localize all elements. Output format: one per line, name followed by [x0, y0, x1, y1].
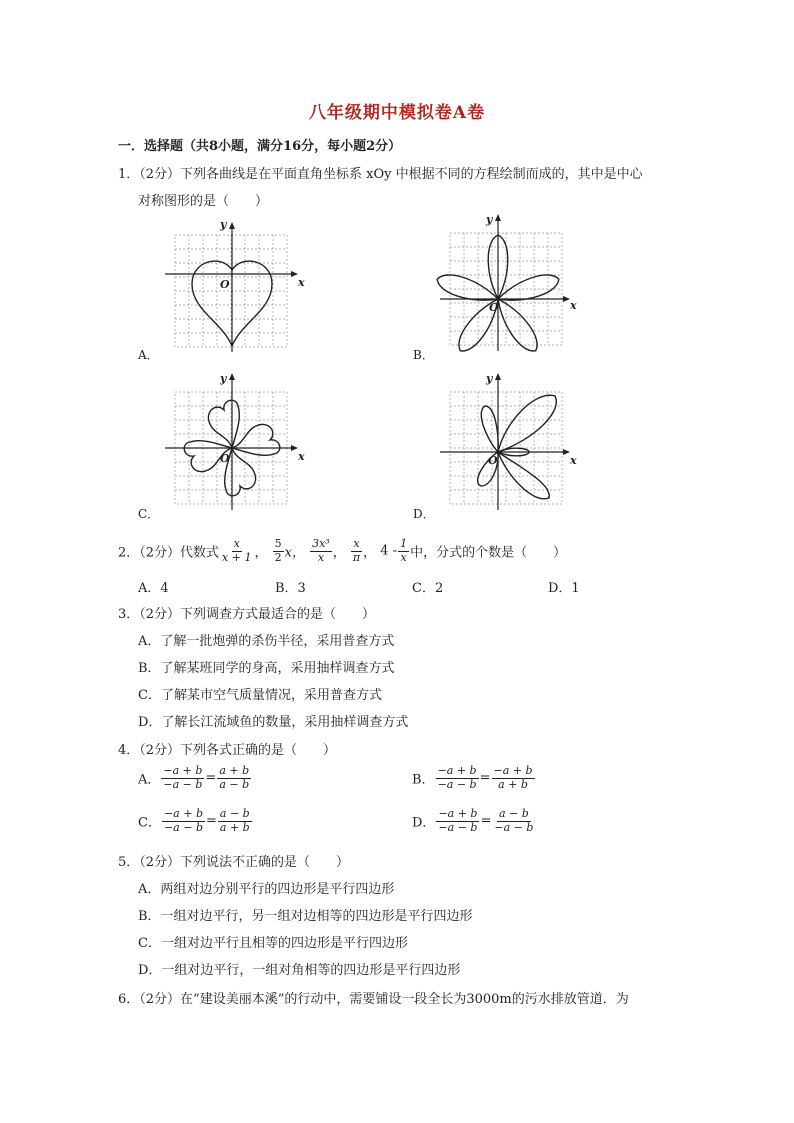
q5-option-d[interactable]: D．一组对边平行，一组对角相等的四边形是平行四边形 [138, 963, 461, 978]
q2-prefix: 2．（2分）代数式 [118, 545, 220, 561]
q2-option-b[interactable]: B．3 [275, 581, 306, 596]
graph-a-heart [170, 218, 310, 352]
page-title: 八年级期中模拟卷A卷 [308, 103, 486, 123]
graph-b-flower [445, 213, 580, 353]
q3-option-b[interactable]: B．了解某班同学的身高，采用抽样调查方式 [138, 661, 395, 676]
q2-expr-5: $\frac{1}{x}$ [400, 537, 408, 564]
q2-expr-2: $\frac{5}{2}$ [274, 537, 282, 564]
q3-option-c[interactable]: C．了解某市空气质量情况，采用普查方式 [138, 688, 382, 703]
q1-stem-line1: 1．（2分）下列各曲线是在平面直角坐标系 xOy 中根据不同的方程绘制而成的，其中是中心 [118, 167, 643, 182]
graph-c-origin-label: O [220, 452, 230, 465]
q2-expr-4: $\frac{x}{\pi}$ [352, 537, 361, 564]
section-heading: 一．选择题（共8小题，满分16分，每小题2分） [118, 139, 402, 154]
graph-d-petals [445, 372, 580, 512]
q4-option-c[interactable]: C． $\frac{-a + b}{-a - b}$ = $\frac{a - b}{a + b}$ [138, 807, 250, 834]
q3-option-a[interactable]: A．了解一批炮弹的杀伤半径，采用普查方式 [138, 634, 395, 649]
graph-a-label: A． [138, 348, 159, 362]
graph-d-y-label: y [486, 372, 493, 385]
graph-d-x-label: x [570, 454, 577, 467]
graph-c-y-label: y [220, 372, 227, 385]
graph-c-x-label: x [298, 450, 305, 463]
q5-option-b[interactable]: B．一组对边平行，另一组对边相等的四边形是平行四边形 [138, 909, 473, 924]
q2-option-c[interactable]: C．2 [412, 581, 444, 596]
q4-option-b[interactable]: B． $\frac{-a + b}{-a - b}$ = $\frac{-a + b}{a + b}$ [412, 764, 533, 791]
graph-a-y-label: y [220, 218, 227, 231]
graph-b-grid [450, 233, 562, 345]
q4-option-d[interactable]: D． $\frac{-a + b}{-a - b}$ = $\frac{a - b}{-a - b}$ [412, 807, 534, 834]
q1-stem-line2: 对称图形的是（ ） [138, 194, 269, 209]
graph-c-clover [170, 372, 310, 512]
q2-suffix: 中，分式的个数是（ ） [410, 545, 567, 561]
graph-c-label: C． [138, 507, 160, 521]
q5-option-c[interactable]: C．一组对边平行且相等的四边形是平行四边形 [138, 936, 408, 951]
q2-option-a[interactable]: A．4 [138, 581, 169, 596]
q4-stem: 4．（2分）下列各式正确的是（ ） [118, 743, 337, 758]
q2-option-d[interactable]: D．1 [548, 581, 580, 596]
q3-stem: 3．（2分）下列调查方式最适合的是（ ） [118, 607, 376, 622]
q5-option-a[interactable]: A．两组对边分别平行的四边形是平行四边形 [138, 882, 395, 897]
graph-a-origin-label: O [220, 278, 230, 291]
graph-d-label: D． [413, 507, 435, 521]
graph-a-x-label: x [298, 276, 305, 289]
graph-b-origin-label: O [489, 301, 499, 314]
graph-a-grid [175, 235, 287, 347]
graph-b-x-label: x [570, 299, 577, 312]
q2-stem: 2．（2分）代数式 $\frac{x}{x + 1}$ ， $\frac{5}{2}$ x， $\frac{\text{3x³}}{x}$ ， $\frac{x}{\pi}$ ， 4 - $\frac{1}{x}$ 中，分式的个数是（ ） [118, 537, 567, 564]
q4-option-a[interactable]: A． $\frac{-a + b}{-a - b}$ = $\frac{a + b}{a - b}$ [138, 764, 250, 791]
graph-b-label: B． [413, 348, 434, 362]
graph-d-origin-label: O [488, 454, 498, 467]
q5-stem: 5．（2分）下列说法不正确的是（ ） [118, 855, 350, 870]
q2-expr-3: $\frac{\text{3x³}}{x}$ [312, 537, 330, 564]
q2-expr-5-prefix: 4 - [380, 543, 398, 559]
q2-expr-1: $\frac{x}{x + 1}$ [222, 537, 252, 564]
graph-b-y-label: y [486, 213, 493, 226]
q3-option-d[interactable]: D．了解长江流域鱼的数量，采用抽样调查方式 [138, 715, 409, 730]
q6-stem: 6．（2分）在“建设美丽本溪”的行动中，需要铺设一段全长为3000m的污水排放管道．为 [118, 992, 629, 1007]
